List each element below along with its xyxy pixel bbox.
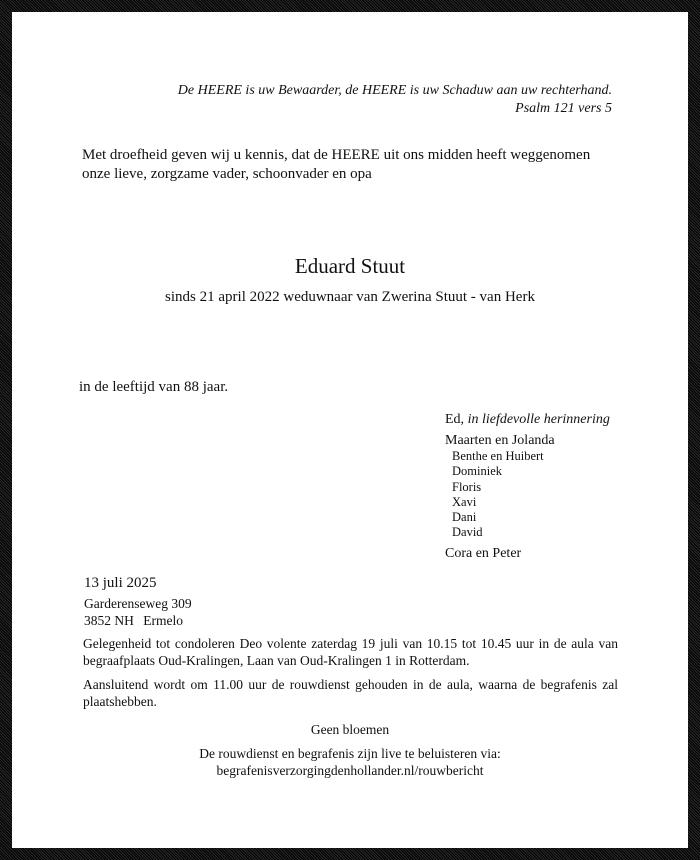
condolence-paragraph: Gelegenheid tot condoleren Deo volente zaterdag 19 juli van 10.15 tot 10.45 uur in de aula van begraafplaats Oud-Kralingen, Laan van Oud-Kralingen 1 in Rotterdam. [83,636,618,668]
address-postcode: 3852 NH [84,613,134,628]
deceased-name: Eduard Stuut [294,254,406,278]
list-item: Dani [452,510,477,525]
widower-line: sinds 21 april 2022 weduwnaar van Zwerina Stuut - van Herk [165,289,535,305]
family-couple-2: Cora en Peter [445,545,522,561]
service-paragraph: Aansluitend wordt om 11.00 uur de rouwdienst gehouden in de aula, waarna de begrafenis zal plaatshebben. [83,677,618,709]
bible-verse [178,82,612,118]
correspondence-address [84,595,192,629]
intro-line-2: onze lieve, zorgzame vader, schoonvader en opa [82,166,372,182]
family-list [445,411,610,562]
announcement-intro [82,146,642,184]
address-city: Ermelo [143,613,183,628]
grandchildren-list [445,449,610,541]
address-street: Garderenseweg 309 [84,596,192,611]
livestream-line-1: De rouwdienst en begrafenis zijn live te beluisteren via: [199,746,501,761]
verse-text: De HEERE is uw Bewaarder, de HEERE is uw Schaduw aan uw rechterhand. [177,83,612,98]
family-lead-name: Ed, [445,412,465,427]
intro-line-1: Met droefheid geven wij u kennis, dat de HEERE uit ons midden heeft weggenomen [82,147,591,163]
no-flowers-note: Geen bloemen [310,722,390,737]
list-item: David [452,525,483,540]
obituary-card [12,12,688,848]
livestream-info [12,745,688,779]
announcement-date: 13 juli 2025 [84,575,157,591]
livestream-url: begrafenisverzorgingdenhollander.nl/rouwbericht [216,763,484,778]
family-couple-1: Maarten en Jolanda [445,433,555,448]
verse-reference: Psalm 121 vers 5 [515,101,612,116]
family-lead-note: in liefdevolle herinnering [467,412,610,427]
list-item: Dominiek [452,464,502,479]
list-item: Benthe en Huibert [452,449,544,463]
list-item: Xavi [452,494,477,509]
address-city-line [84,612,192,629]
family-lead [445,411,610,428]
age-line: in de leeftijd van 88 jaar. [79,379,229,395]
list-item: Floris [452,479,482,494]
